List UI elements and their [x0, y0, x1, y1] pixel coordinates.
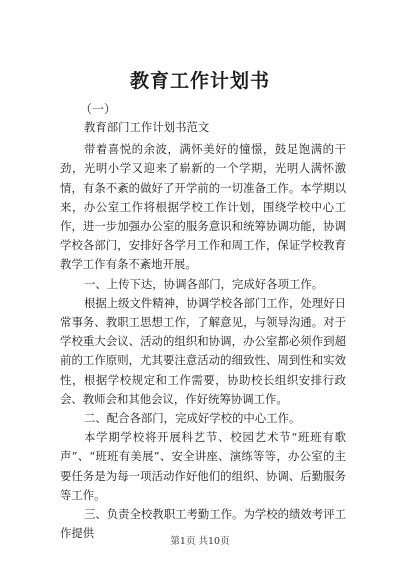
paragraph-section-2: 本学期学校将开展科艺节、校园艺术节“班班有歌声”、“班班有美展”、安全讲座、演练等等，办公室的主要任务是为每一项活动作好他们的组织、协调、后勤服务等工作。: [60, 430, 346, 502]
section-marker: （一）: [80, 102, 117, 116]
section-heading-1: 一、上传下达，协调各部门，完成好各项工作。: [83, 276, 324, 291]
paragraph-section-1: 根据上级文件精神，协调学校各部门工作，处理好日常事务、教职工思想工作，了解意见，与领导沟通。对于学校重大会议、活动的组织和协调，办公室都必须作到超前的工作原则，尤其要注意活动的细致性、周到性和实效性，根据学校规定和工作需要，协助校长组织安排行政会、教师会和其他会议，作好统筹协调工作。: [60, 295, 346, 406]
paragraph-intro: 带着喜悦的余波，满怀美好的憧憬，鼓足饱满的干劲，光明小学又迎来了崭新的一个学期，光明人满怀激情，有条不紊的做好了开学前的一切准备工作。本学期以来，办公室工作将根据学校工作计划，围绕学校中心工作，进一步加强办公室的服务意识和统筹协调功能，协调学校各部门，安排好各学月工作和周工作，保证学校教育教学工作有条不紊地开展。: [60, 142, 346, 272]
document-body: [60, 118, 346, 543]
page-footer: 第1页 共10页: [170, 536, 230, 547]
document-title: 教育工作计划书: [129, 70, 270, 92]
paragraph-heading: 教育部门工作计划书范文: [83, 120, 210, 134]
section-heading-2: 二、配合各部门，完成好学校的中心工作。: [83, 411, 301, 426]
section-heading-3: 三、负责全校教职工考勤工作。为学校的绩效考评工作提供: [60, 507, 346, 541]
